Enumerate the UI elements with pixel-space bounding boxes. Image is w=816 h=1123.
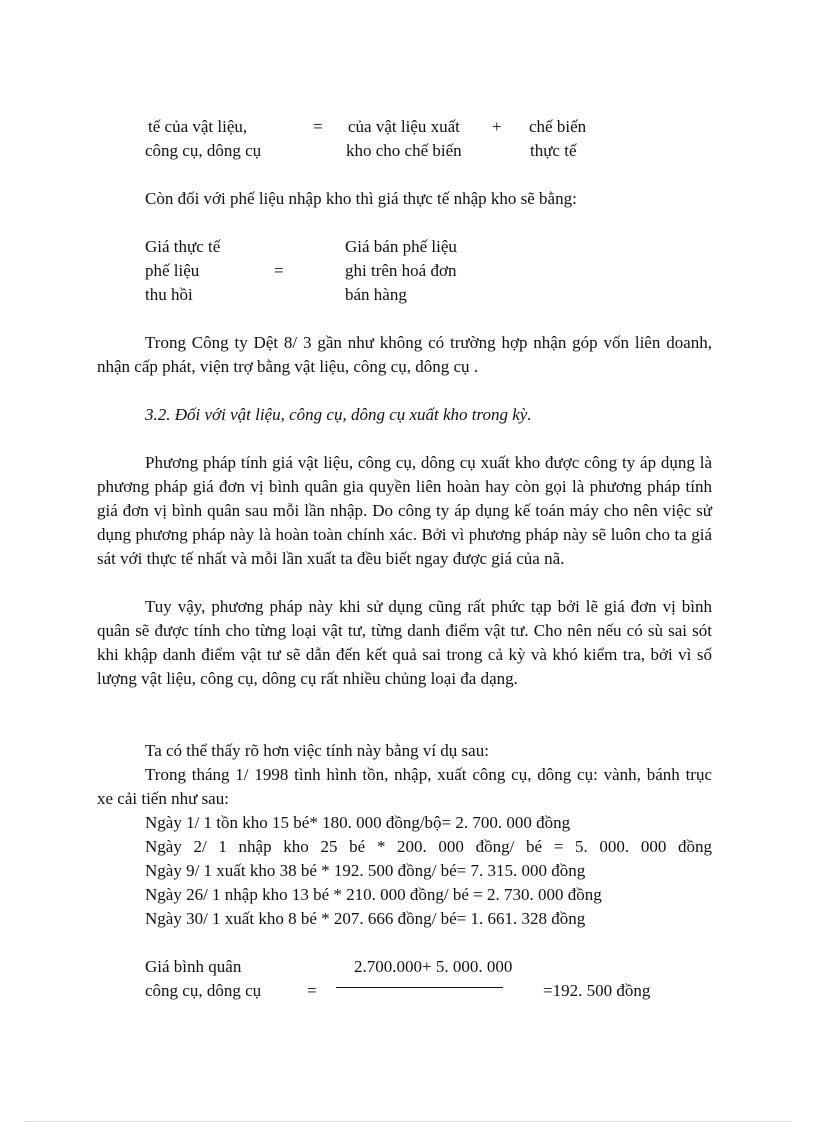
- fraction-line: [336, 987, 503, 988]
- formula2-left-line1: Giá thực tế: [145, 237, 221, 256]
- formula3-numerator: 2.700.000+ 5. 000. 000: [354, 957, 513, 976]
- formula2-left-line2: phế liệu: [145, 261, 200, 280]
- formula1-plus: +: [492, 117, 502, 136]
- formula3-label-line1: Giá bình quân: [145, 957, 242, 976]
- paragraph-company: Trong Công ty Dệt 8/ 3 gần như không có trường hợp nhận góp vốn liên doanh, nhận cấp phát, viện trợ bằng vật liệu, công cụ, dông cụ .: [97, 333, 712, 376]
- entry-line: Ngày 9/ 1 xuất kho 38 bé * 192. 500 đồng/ bé= 7. 315. 000 đồng: [145, 861, 586, 880]
- entry-line: Ngày 1/ 1 tồn kho 15 bé* 180. 000 đồng/bộ= 2. 700. 000 đồng: [145, 813, 571, 832]
- paragraph-however: Tuy vậy, phương pháp này khi sử dụng cũng rất phức tạp bởi lẽ giá đơn vị bình quân sẽ được tính cho từng loại vật tư, từng danh điểm vật tư. Cho nên nếu có sù sai sót khi khập danh điểm vật tư sẽ dẫn đến kết quả sai trong cả kỳ và khó kiểm tra, bởi vì số lượng vật liệu, công cụ, dông cụ rất nhiều chủng loại đa dạng.: [97, 597, 712, 688]
- formula2-left-line3: thu hồi: [145, 285, 193, 304]
- scrap-intro: Còn đối với phế liệu nhập kho thì giá thực tế nhập kho sẽ bằng:: [145, 189, 577, 208]
- paragraph-method: Phương pháp tính giá vật liệu, công cụ, dông cụ xuất kho được công ty áp dụng là phương pháp giá đơn vị bình quân gia quyền liên hoàn hay còn gọi là phương pháp tính giá đơn vị bình quân sau mỗi lần nhập. Do công ty áp dụng kế toán máy cho nên việc sử dụng phương pháp này là hoàn toàn chính xác. Bởi vì phương pháp này sẽ luôn cho ta giá sát với thực tế nhất và mỗi lần xuất ta đều biết ngay được giá của nã.: [97, 453, 712, 568]
- entry-line: Ngày 2/ 1 nhập kho 25 bé * 200. 000 đồng/ bé = 5. 000. 000 đồng: [145, 837, 712, 856]
- formula3-result: =192. 500 đồng: [543, 981, 651, 1000]
- formula2-equals: =: [274, 261, 284, 280]
- formula1-left-line1: tế của vật liệu,: [148, 117, 248, 136]
- formula2-right-line2: ghi trên hoá đơn: [345, 261, 457, 280]
- formula1-right-line2: thực tế: [530, 141, 577, 160]
- formula2-right-line3: bán hàng: [345, 285, 407, 304]
- example-intro: Ta có thể thấy rõ hơn việc tính này bằng ví dụ sau:: [145, 741, 489, 760]
- page-bottom-border: [24, 1121, 792, 1122]
- formula1-equals: =: [313, 117, 323, 136]
- entry-line: Ngày 30/ 1 xuất kho 8 bé * 207. 666 đồng/ bé= 1. 661. 328 đồng: [145, 909, 586, 928]
- formula1-left-line2: công cụ, dông cụ: [145, 141, 262, 160]
- entry-line: Ngày 26/ 1 nhập kho 13 bé * 210. 000 đồng/ bé = 2. 730. 000 đồng: [145, 885, 602, 904]
- formula3-label-line2: công cụ, dông cụ: [145, 981, 262, 1000]
- formula1-right-line1: chế biến: [529, 117, 587, 136]
- paragraph-example-month: Trong tháng 1/ 1998 tình hình tồn, nhập, xuất công cụ, dông cụ: vành, bánh trục xe cải tiến như sau:: [97, 765, 738, 808]
- formula3-equals: =: [307, 981, 317, 1000]
- section-heading: 3.2. Đối với vật liệu, công cụ, dông cụ xuất kho trong kỳ.: [145, 405, 532, 424]
- formula1-middle-line1: của vật liệu xuất: [348, 117, 460, 136]
- formula2-right-line1: Giá bán phế liệu: [345, 237, 457, 256]
- formula1-middle-line2: kho cho chế biến: [346, 141, 462, 160]
